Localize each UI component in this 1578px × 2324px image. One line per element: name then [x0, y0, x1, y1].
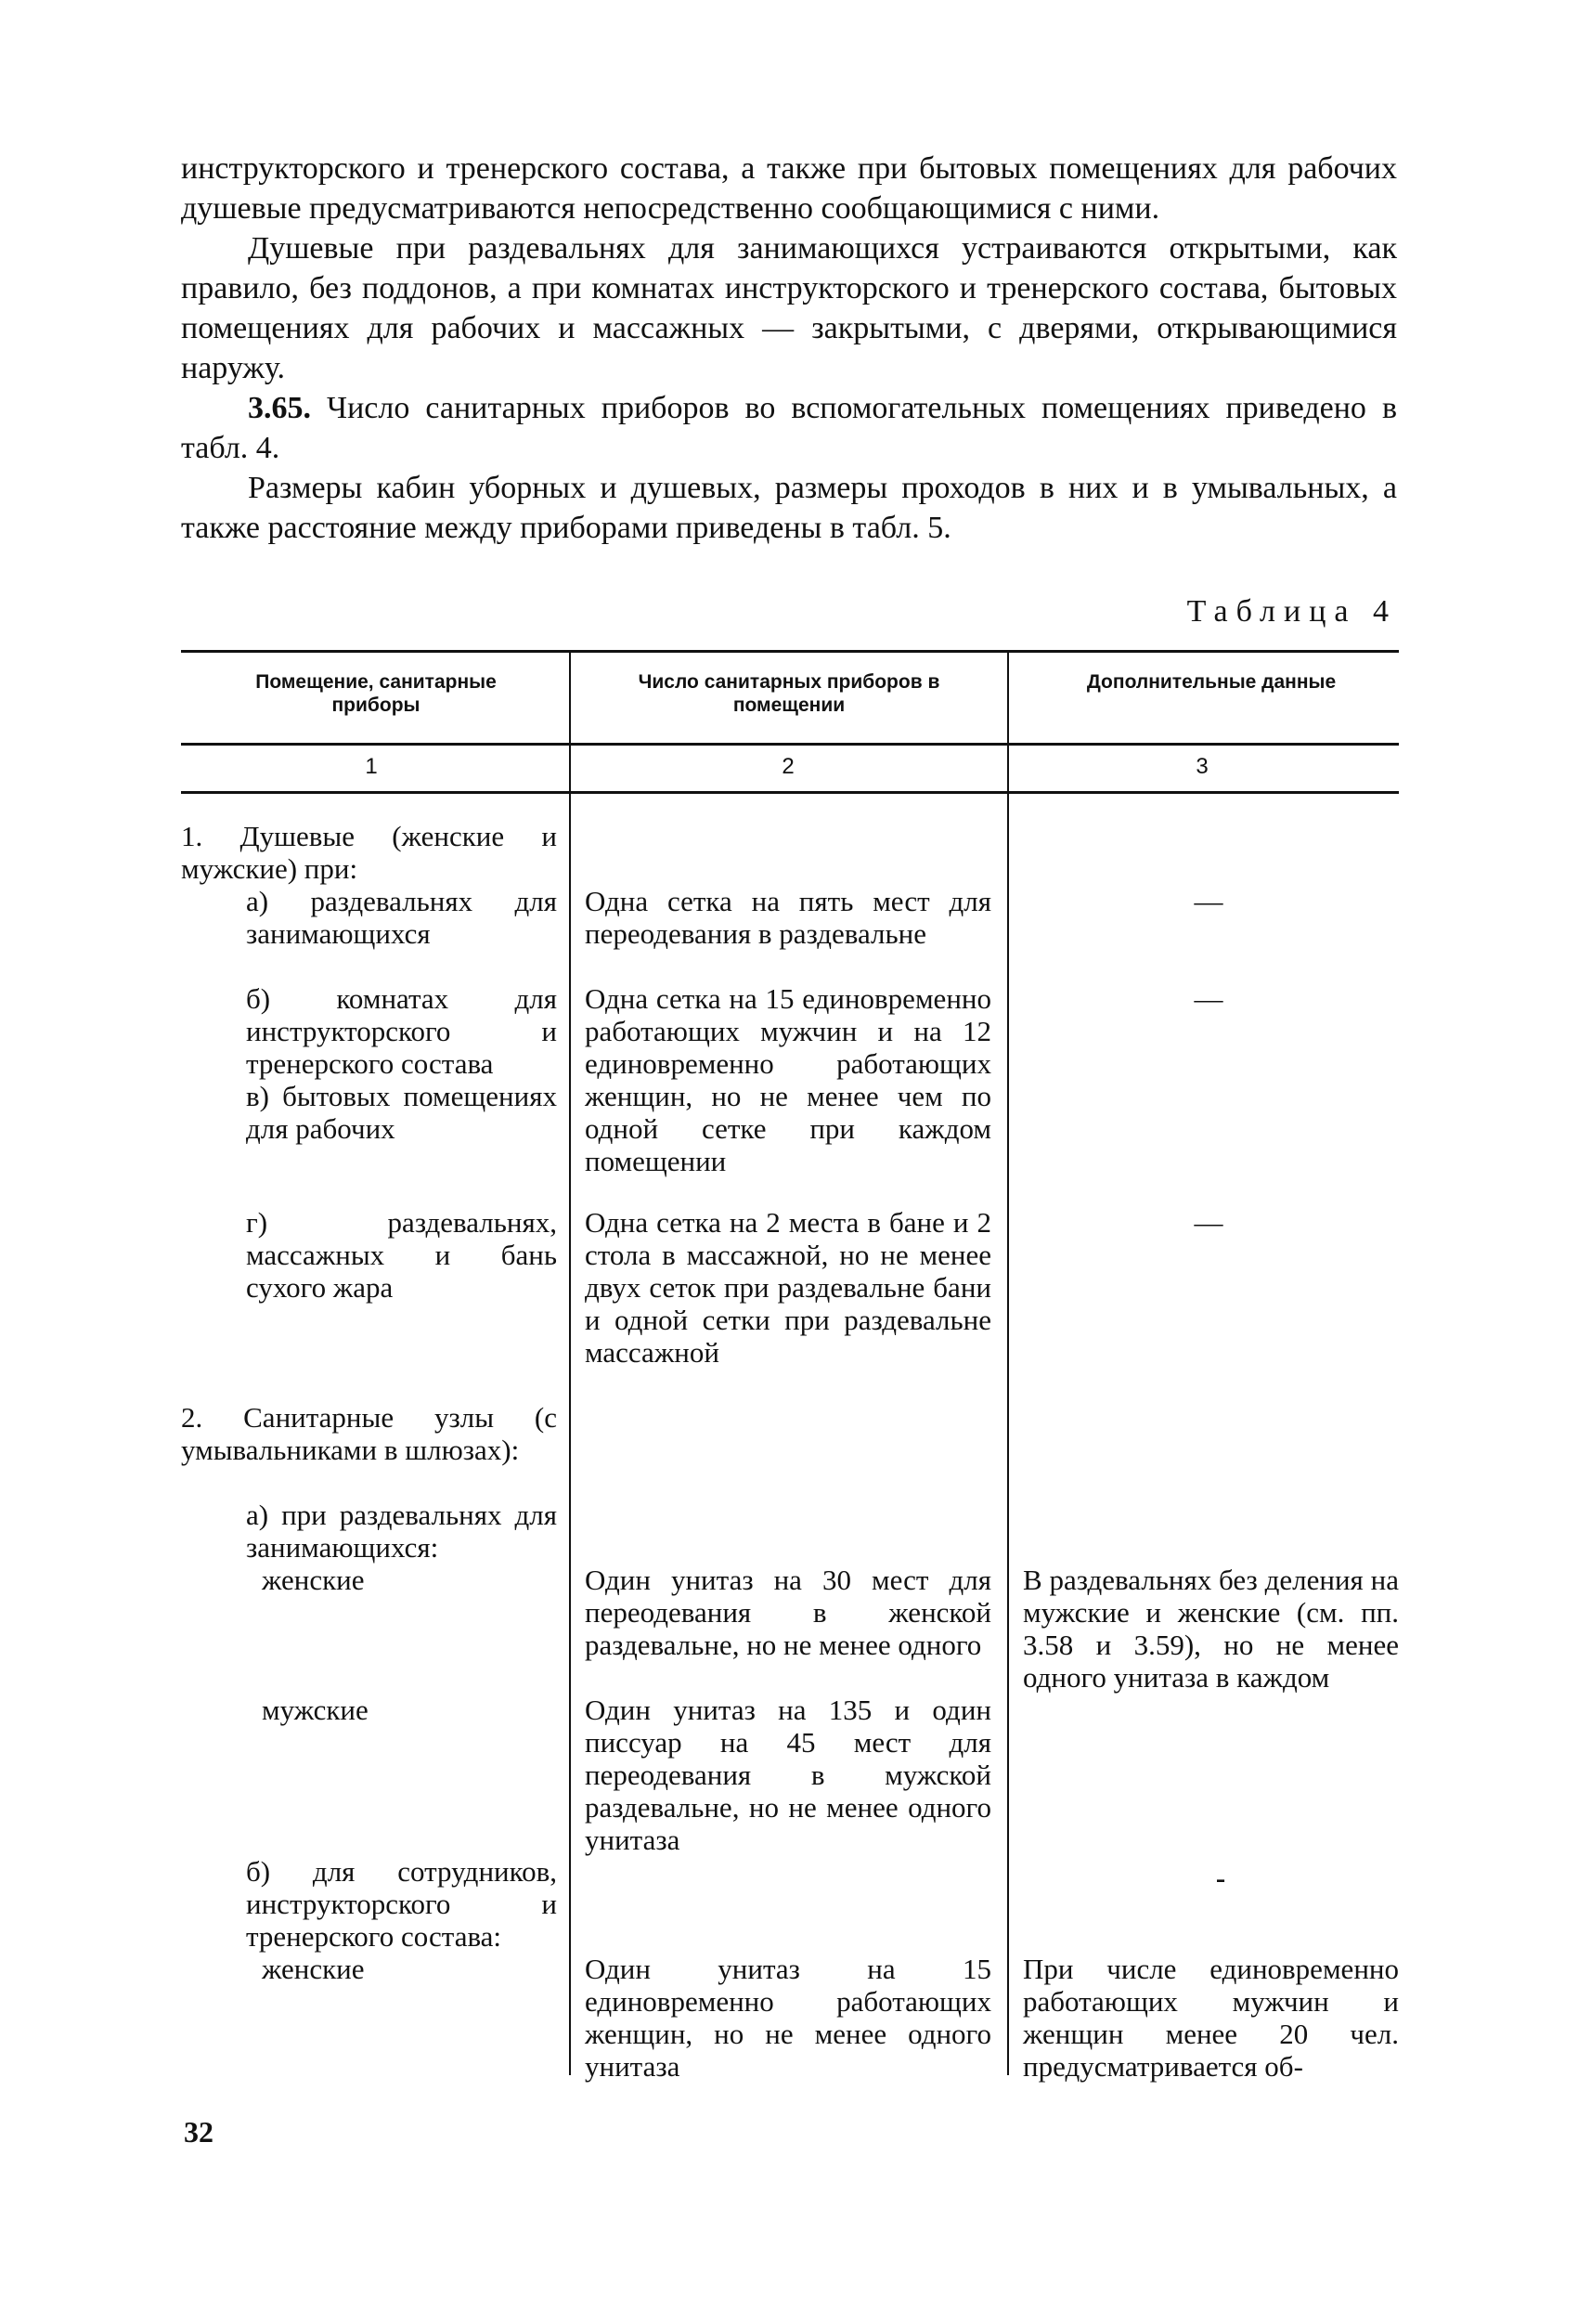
column-number-2: 2	[782, 754, 795, 779]
row-showers-bv-note: —	[1194, 982, 1223, 1015]
row-showers-g-count: Одна сетка на 2 места в бане и 2 стола в массажной, но не менее двух сеток при раздевальне бани и одной сетки при раздевальне массажной	[585, 1206, 991, 1369]
row-showers-b-room: б) комнатах для инструкторского и тренерского состава	[246, 982, 557, 1080]
row-units-a-men: мужские	[262, 1694, 369, 1726]
paragraph-continuation: инструкторского и тренерского состава, а также при бытовых помещениях для рабочих душевые предусматриваются непосредственно сообщающимися с ними.	[181, 151, 1397, 226]
row-units-b-women: женские	[262, 1953, 365, 1985]
row-showers-bv-count: Одна сетка на 15 единовременно работающих мужчин и на 12 единовременно работающих женщин, но не менее чем по одной сетке при каждом помещении	[585, 982, 991, 1177]
header-fixture-count: Число санитарных приборов в помещении	[638, 671, 940, 716]
table-caption: Таблица 4	[1186, 594, 1397, 629]
header-room: Помещение, санитарные приборы	[255, 671, 497, 716]
row-units-b-note: При числе единовременно работающих мужчин и женщин менее 20 чел. предусматривается об-	[1023, 1953, 1399, 2083]
row-units-a-room: а) при раздевальнях для занимающихся:	[246, 1499, 557, 1564]
paragraph-table-5-ref: Размеры кабин уборных и душевых, размеры проходов в них и в умывальных, а также расстояние между приборами приведены в табл. 5.	[181, 471, 1397, 545]
row-units-b-dash: -	[1215, 1862, 1226, 1894]
paragraph-showers: Душевые при раздевальнях для занимающихся устраиваются открытыми, как правило, без поддонов, а при комнатах инструкторского и тренерского состава, бытовых помещениях для рабочих и массажных — закрытыми, с дверями, открывающимися наружу.	[181, 231, 1397, 385]
paragraph-3-65	[181, 388, 1397, 468]
row-title-showers: 1. Душевые (женские и мужские) при:	[181, 820, 557, 885]
table-top-rule	[181, 650, 1399, 653]
row-units-a-women-count: Один унитаз на 30 мест для переодевания в женской раздевальне, но не менее одного	[585, 1564, 991, 1661]
column-number-3: 3	[1196, 754, 1209, 779]
row-units-a-women: женские	[262, 1564, 365, 1596]
table-header-rule	[181, 743, 1399, 746]
row-units-a-note: В раздевальнях без деления на мужские и женские (см. пп. 3.58 и 3.59), но не менее одного унитаза в каждом	[1023, 1564, 1399, 1694]
column-divider-1	[569, 650, 571, 2075]
row-units-a-men-count: Один унитаз на 135 и один писсуар на 45 мест для переодевания в мужской раздевальне, но не менее одного унитаза	[585, 1694, 991, 1856]
clause-number: 3.65.	[248, 391, 311, 425]
header-additional: Дополнительные данные	[1086, 671, 1337, 693]
table-column-number-rule	[181, 791, 1399, 794]
row-showers-g-room: г) раздевальнях, массажных и бань сухого жара	[246, 1206, 557, 1304]
row-showers-a-room: а) раздевальнях для занимающихся	[246, 885, 557, 950]
row-showers-a-note: —	[1194, 885, 1223, 917]
row-units-b-women-count: Один унитаз на 15 единовременно работающих женщин, но не менее одного унитаза	[585, 1953, 991, 2083]
clause-text: Число санитарных приборов во вспомогательных помещениях приведено в табл. 4.	[181, 391, 1397, 465]
column-number-1: 1	[365, 754, 378, 779]
row-showers-v-room: в) бытовых помещениях для рабочих	[246, 1080, 557, 1145]
row-units-b-room: б) для сотрудников, инструкторского и тренерского состава:	[246, 1855, 557, 1953]
column-divider-2	[1007, 650, 1009, 2075]
row-title-sanitary-units: 2. Санитарные узлы (с умывальниками в шлюзах):	[181, 1401, 557, 1466]
page-number: 32	[184, 2115, 213, 2149]
row-showers-g-note: —	[1194, 1206, 1223, 1239]
row-showers-a-count: Одна сетка на пять мест для переодевания в раздевальне	[585, 885, 991, 950]
